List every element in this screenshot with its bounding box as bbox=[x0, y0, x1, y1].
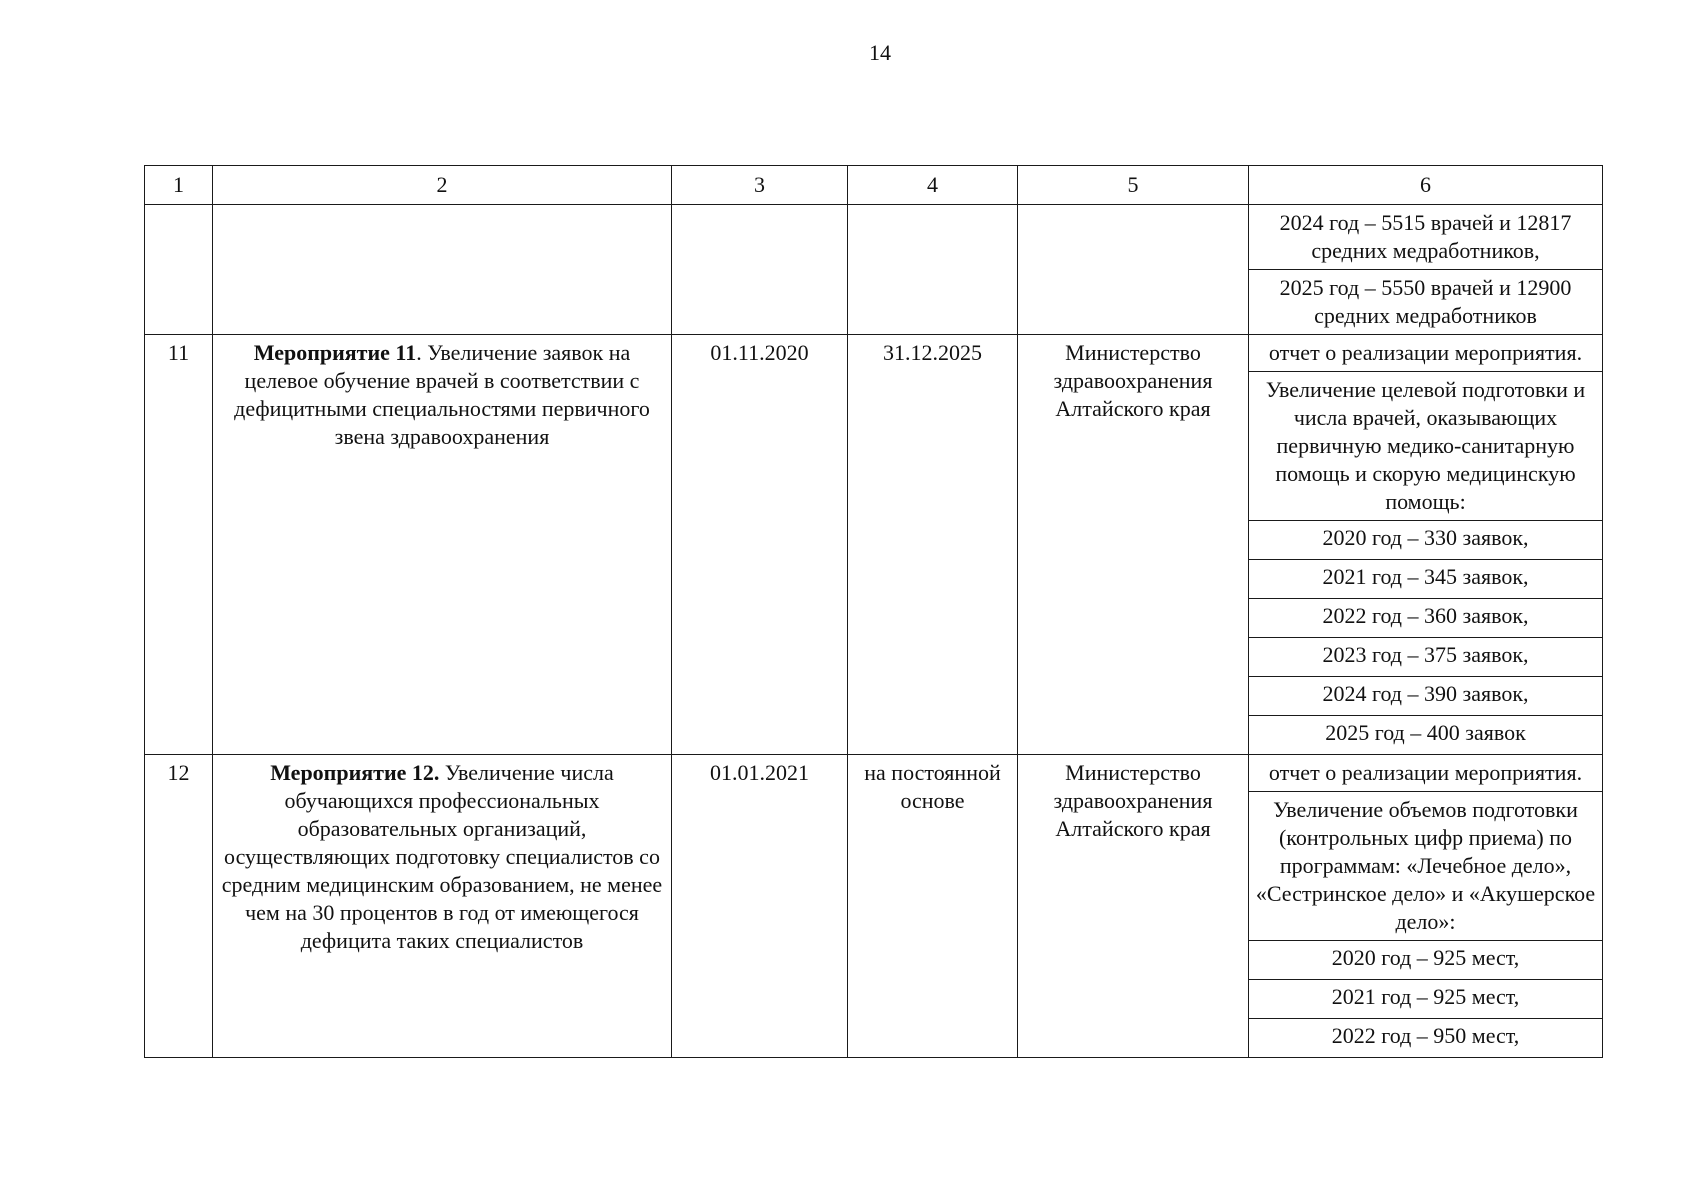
continuation-row bbox=[145, 205, 1603, 335]
row-number: 11 bbox=[145, 335, 213, 755]
measures-table bbox=[144, 165, 1603, 1058]
result-intro: Увеличение объемов подготовки (контрольных цифр приема) по программам: «Лечебное дело», «Сестринское дело» и «Акушерское дело»: bbox=[1249, 792, 1602, 941]
report-text: отчет о реализации мероприятия. bbox=[1249, 755, 1602, 792]
responsible-body: Министерство здравоохранения Алтайского края bbox=[1018, 335, 1249, 755]
year-target: 2023 год – 375 заявок, bbox=[1249, 638, 1602, 677]
year-target: 2020 год – 330 заявок, bbox=[1249, 521, 1602, 560]
header-row bbox=[145, 166, 1603, 205]
header-col-2: 2 bbox=[213, 166, 672, 205]
result-intro: Увеличение целевой подготовки и числа врачей, оказывающих первичную медико-санитарную помощь и скорую медицинскую помощь: bbox=[1249, 372, 1602, 521]
report-text: отчет о реализации мероприятия. bbox=[1249, 335, 1602, 372]
results-cell bbox=[1249, 335, 1603, 755]
measure-description bbox=[213, 335, 672, 755]
responsible-body: Министерство здравоохранения Алтайского края bbox=[1018, 755, 1249, 1058]
year-target: 2021 год – 925 мест, bbox=[1249, 980, 1602, 1019]
page-number: 14 bbox=[869, 40, 891, 65]
result-2024: 2024 год – 5515 врачей и 12817 средних медработников, bbox=[1249, 205, 1602, 270]
result-2025: 2025 год – 5550 врачей и 12900 средних медработников bbox=[1279, 275, 1572, 328]
year-target: 2025 год – 400 заявок bbox=[1325, 720, 1526, 745]
year-target: 2022 год – 360 заявок, bbox=[1249, 599, 1602, 638]
year-target: 2024 год – 390 заявок, bbox=[1249, 677, 1602, 716]
measure-text: . Увеличение заявок на целевое обучение врачей в соответствии с дефицитными специальностями первичного звена здравоохранения bbox=[234, 340, 650, 449]
header-col-1: 1 bbox=[145, 166, 213, 205]
header-col-3: 3 bbox=[672, 166, 848, 205]
end-date: 31.12.2025 bbox=[848, 335, 1018, 755]
measure-text: Увеличение числа обучающихся профессиональных образовательных организаций, осуществляющих подготовку специалистов со средним медицинским образованием, не менее чем на 30 процентов в год от имеющегося дефицита таких специалистов bbox=[221, 760, 663, 953]
end-date: на постоянной основе bbox=[848, 755, 1018, 1058]
continuation-results bbox=[1249, 205, 1603, 335]
year-target: 2022 год – 950 мест, bbox=[1331, 1023, 1520, 1048]
table-row-12 bbox=[145, 755, 1603, 1058]
header-col-4: 4 bbox=[848, 166, 1018, 205]
year-target: 2020 год – 925 мест, bbox=[1249, 941, 1602, 980]
table-row-11 bbox=[145, 335, 1603, 755]
row-number: 12 bbox=[145, 755, 213, 1058]
measure-title: Мероприятие 12. bbox=[270, 760, 440, 785]
start-date: 01.01.2021 bbox=[672, 755, 848, 1058]
measure-description bbox=[213, 755, 672, 1058]
header-col-6: 6 bbox=[1249, 166, 1603, 205]
year-target: 2021 год – 345 заявок, bbox=[1249, 560, 1602, 599]
header-col-5: 5 bbox=[1018, 166, 1249, 205]
results-cell bbox=[1249, 755, 1603, 1058]
start-date: 01.11.2020 bbox=[672, 335, 848, 755]
measure-title: Мероприятие 11 bbox=[253, 340, 417, 365]
